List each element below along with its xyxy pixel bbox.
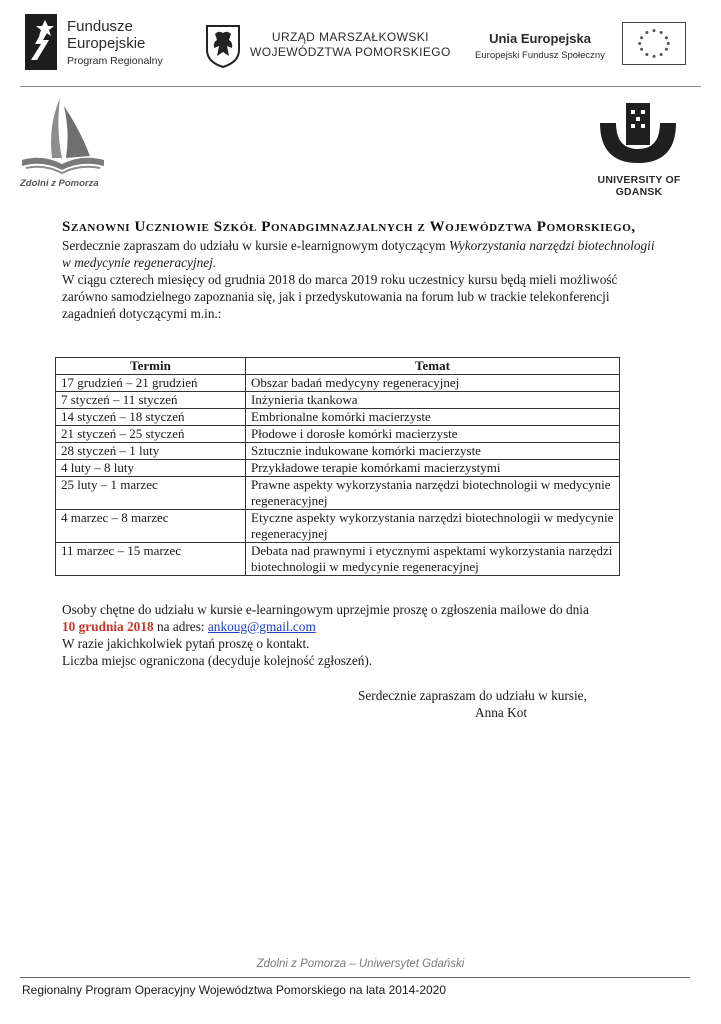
- table-row: [56, 477, 620, 510]
- table-cell-termin: 11 marzec – 15 marzec: [56, 543, 246, 576]
- table-cell-temat: Embrionalne komórki macierzyste: [246, 409, 620, 426]
- course-description-paragraph: W ciągu czterech miesięcy od grudnia 2018 do marca 2019 roku uczestnicy kursu będą mieli możliwość zarówno samodzielnego zapoznania się, jak i przedyskutowania na forum lub w trackie telekonferencji zagadnień dotyczącymi m.in.:: [62, 272, 618, 321]
- eu-line2: Europejski Fundusz Społeczny: [475, 50, 605, 61]
- table-cell-temat: Prawne aspekty wykorzystania narzędzi biotechnologii w medycynie regeneracyjnej: [246, 477, 620, 510]
- contact-section: [62, 601, 662, 669]
- signer-name: Anna Kot: [475, 705, 528, 720]
- contact-line3: W razie jakichkolwiek pytań proszę o kontakt.: [62, 636, 310, 651]
- fundusze-europejskie-text: [67, 18, 163, 68]
- table-cell-termin: 4 luty – 8 luty: [56, 460, 246, 477]
- table-cell-termin: 25 luty – 1 marzec: [56, 477, 246, 510]
- sailboat-book-logo-icon: [18, 96, 108, 176]
- urzad-marszalkowski-text: [250, 30, 451, 60]
- letter-heading: Szanowni Uczniowie Szkół Ponadgimnazjalnych z Województwa Pomorskiego,: [62, 219, 636, 235]
- table-cell-temat: Płodowe i dorosłe komórki macierzyste: [246, 426, 620, 443]
- letter-body: [62, 218, 662, 322]
- eu-line1: Unia Europejska: [489, 31, 591, 46]
- deadline-date: 10 grudnia 2018: [62, 619, 154, 634]
- contact-line1: Osoby chętne do udziału w kursie e-learningowym uprzejmie proszę o zgłoszenia mailowe do dnia: [62, 602, 589, 617]
- closing-block: [358, 687, 587, 721]
- fundusze-line2: Europejskie: [67, 35, 146, 52]
- table-cell-termin: 7 styczeń – 11 styczeń: [56, 392, 246, 409]
- university-of-gdansk-logo-icon: [596, 101, 680, 167]
- email-link[interactable]: ankoug@gmail.com: [207, 619, 316, 634]
- table-cell-temat: Sztucznie indukowane komórki macierzyste: [246, 443, 620, 460]
- unia-europejska-text: [470, 31, 610, 63]
- contact-line4: Liczba miejsc ograniczona (decyduje kolejność zgłoszeń).: [62, 653, 373, 668]
- table-cell-temat: Etyczne aspekty wykorzystania narzędzi biotechnologii w medycynie regeneracyjnej: [246, 510, 620, 543]
- footer-divider: [20, 977, 690, 978]
- table-header-row: [56, 358, 620, 375]
- footer-institution: Zdolni z Pomorza – Uniwersytet Gdański: [256, 958, 465, 970]
- table-cell-termin: 28 styczeń – 1 luty: [56, 443, 246, 460]
- university-of-gdansk-label: UNIVERSITY OF GDANSK: [597, 174, 681, 198]
- zdolni-z-pomorza-label: Zdolni z Pomorza: [20, 178, 99, 189]
- table-row: [56, 392, 620, 409]
- table-row: [56, 375, 620, 392]
- contact-line2: [62, 618, 662, 635]
- table-cell-termin: 14 styczeń – 18 styczeń: [56, 409, 246, 426]
- address-prefix: na adres:: [153, 619, 208, 634]
- intro-plain-text: Serdecznie zapraszam do udziału w kursie e-learnignowym dotyczącym: [62, 238, 449, 253]
- eu-flag-icon: [622, 22, 686, 65]
- header-divider: [20, 86, 701, 87]
- top-logo-bar: [0, 0, 721, 86]
- intro-paragraph: [62, 237, 662, 271]
- urzad-line2: WOJEWÓDZTWA POMORSKIEGO: [250, 45, 451, 59]
- table-cell-termin: 21 styczeń – 25 styczeń: [56, 426, 246, 443]
- intro-italic-text: Wykorzystania narzędzi biotechnologii w medycynie regeneracyjnej.: [62, 238, 655, 270]
- table-row: [56, 460, 620, 477]
- table-cell-temat: Inżynieria tkankowa: [246, 392, 620, 409]
- schedule-table: [55, 357, 620, 576]
- footer-program: Regionalny Program Operacyjny Województwa Pomorskiego na lata 2014-2020: [22, 983, 447, 997]
- fundusze-europejskie-logo-icon: [25, 14, 57, 70]
- table-row: [56, 409, 620, 426]
- table-cell-temat: Przykładowe terapie komórkami macierzystymi: [246, 460, 620, 477]
- urzad-line1: URZĄD MARSZAŁKOWSKI: [271, 30, 429, 44]
- table-row: [56, 443, 620, 460]
- table-cell-temat: Obszar badań medycyny regeneracyjnej: [246, 375, 620, 392]
- fundusze-line1: Fundusze: [67, 18, 133, 35]
- table-cell-temat: Debata nad prawnymi i etycznymi aspektami wykorzystania narzędzi biotechnologii w medycynie regeneracyjnej: [246, 543, 620, 576]
- table-row: [56, 426, 620, 443]
- table-row: [56, 543, 620, 576]
- table-cell-termin: 17 grudzień – 21 grudzień: [56, 375, 246, 392]
- fundusze-line3: Program Regionalny: [67, 55, 163, 67]
- table-row: [56, 510, 620, 543]
- column-header-temat: Temat: [246, 358, 620, 375]
- column-header-termin: Termin: [56, 358, 246, 375]
- pomeranian-griffin-icon: [205, 24, 241, 68]
- closing-line: Serdecznie zapraszam do udziału w kursie,: [358, 688, 587, 703]
- table-cell-termin: 4 marzec – 8 marzec: [56, 510, 246, 543]
